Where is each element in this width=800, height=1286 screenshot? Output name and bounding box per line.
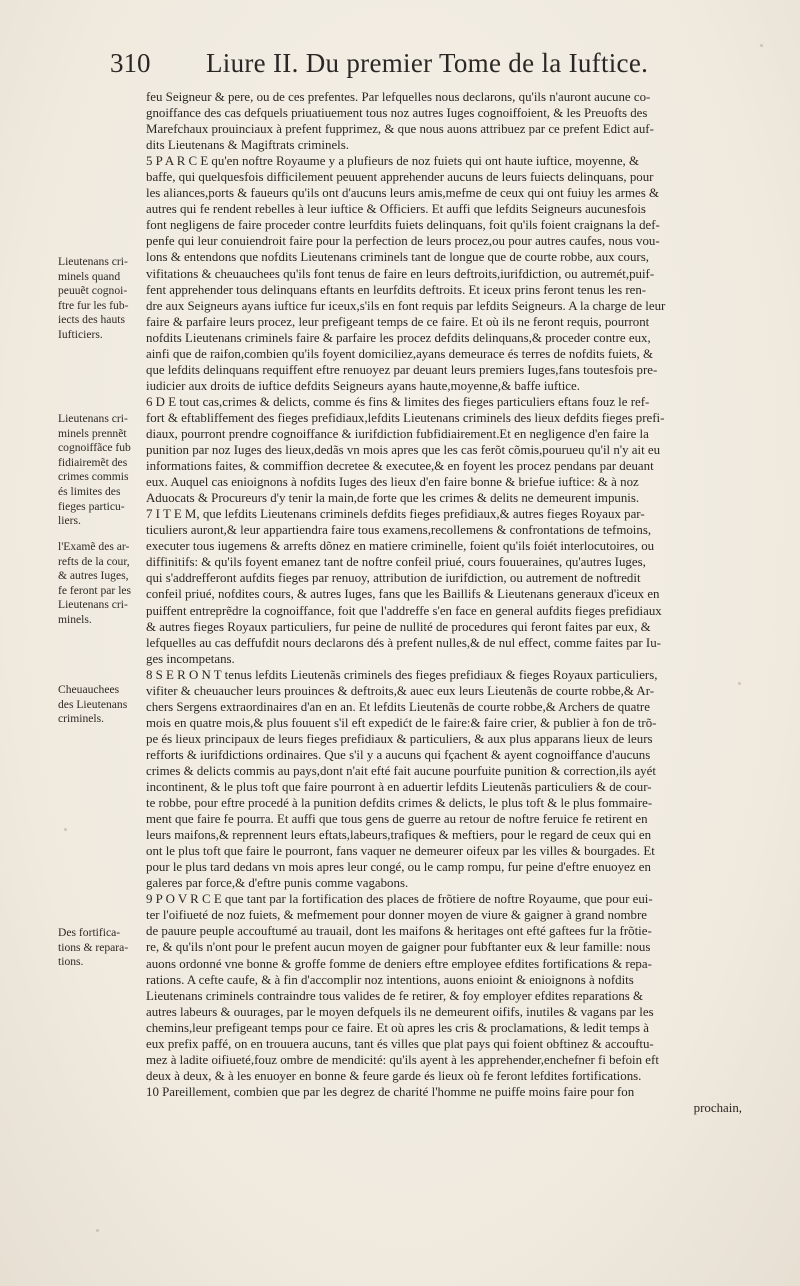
margin-note-line: minels prennẽt xyxy=(58,426,127,440)
paper-speck xyxy=(760,44,763,47)
margin-note-line: iects des hauts xyxy=(58,313,125,327)
margin-note-line: tions & repara- xyxy=(58,940,129,954)
text-line: vifitations & cheuauchees qu'ils font tenus de faire en leurs deftroits,iurifdiction, ou autremét,puif- xyxy=(146,266,655,281)
margin-note-line: és limites des xyxy=(58,484,121,498)
text-line: refforts & iurifdictions ordinaires. Que s'il y a aucuns qui fçachent & ayent cognoiffance d'aucuns xyxy=(146,747,651,762)
margin-note-lieutenans-hauts-iusticiers xyxy=(58,255,144,343)
margin-note-line: criminels. xyxy=(58,712,105,726)
text-line: dits Lieutenans & Magiftrats criminels. xyxy=(146,138,349,153)
margin-note-line: minels. xyxy=(58,612,92,626)
margin-note-subsidiaire xyxy=(58,412,144,529)
margin-note-line: Lieutenans cri- xyxy=(58,598,128,612)
text-line: Marefchaux prouinciaux à prefent fupprimez, & que nous auons attribuez par ce prefent Edict auf- xyxy=(146,122,654,137)
paper-speck xyxy=(64,828,67,831)
margin-note-line: Iufticiers. xyxy=(58,327,103,341)
text-line: 8 S E R O N T tenus lefdits Lieutenãs criminels des fieges prefidiaux & fieges Royaux particuliers, xyxy=(146,667,658,682)
text-line: auons ordonné vne bonne & groffe fomme de deniers eftre employee efdites fortifications & repa- xyxy=(146,956,652,971)
text-line: fort & eftabliffement des fieges prefidiaux,lefdits Lieutenans criminels des lieux defdits fieges prefi- xyxy=(146,410,665,425)
text-line: ticuliers auront,& leur appartiendra faire tous examens,recollemens & confrontations de tefmoins, xyxy=(146,523,652,538)
margin-note-fortifications xyxy=(58,926,144,970)
paper-speck xyxy=(96,1229,99,1232)
text-line: pe és lieux principaux de leurs fieges prefidiaux & particuliers, & aux plus apparans lieux de leurs xyxy=(146,731,653,746)
margin-note-line: liers. xyxy=(58,514,81,528)
text-line: lefquelles au cas deffufdit nours declarons dés à prefent nulles,& de nul effect, comme faites par Iu- xyxy=(146,635,661,650)
text-line: baffe, qui quelquesfois difficilement peuuent apprehender aucuns de leurs fuiects delinquans, pour xyxy=(146,170,654,185)
text-line: 6 D E tout cas,crimes & delicts, comme és fins & limites des fieges particuliers eftans fouz le ref- xyxy=(146,394,650,409)
running-title: Liure II. Du premier Tome de la Iuftice. xyxy=(206,48,649,78)
margin-note-line: refts de la cour, xyxy=(58,554,130,568)
text-line: ter l'oifiueté de noz fuiets, & mefmement pour donner moyen de viure & gaigner à grand nombre xyxy=(146,908,647,923)
text-line: nofdits Lieutenans criminels faire & parfaire les procez defdits delinquans,& proceder contre eux, xyxy=(146,330,651,345)
text-line: punition par noz Iuges des lieux,dedãs vn mois apres que les cas ferõt cõmis,pourueu qu'il n'y ait eu xyxy=(146,443,661,458)
text-line: eux. Auquel cas enioignons à nofdits Iuges des lieux d'en faire bonne & briefue iuftice: & à noz xyxy=(146,475,639,490)
text-line: que lefdits delinquans requiffent eftre renuoyez par deuant leurs premiers Iuges,fans toutesfois pre- xyxy=(146,362,658,377)
margin-note-line: peuuẽt cognoi- xyxy=(58,284,128,298)
margin-note-line: fe feront par les xyxy=(58,583,132,597)
text-line: incontinent, & le plus toft que faire pourront à en aduertir lefdits Lieutenãs particuliers & de cour- xyxy=(146,780,652,795)
catchword: prochain, xyxy=(693,1100,742,1115)
margin-note-examen-arrests xyxy=(58,540,144,628)
text-line: penfe qui leur conuiendroit faire pour la perfection de leurs procez,ou pour autres caufes, nous vou- xyxy=(146,234,660,249)
text-line: & autres fieges Royaux particuliers, fur peine de nullité de procedures qui feront faites par eux, & xyxy=(146,619,651,634)
text-line: 5 P A R C E qu'en noftre Royaume y a plufieurs de noz fuiets qui ont haute iuftice, moyenne, & xyxy=(146,154,640,169)
text-line: diffinitifs: & qu'ils foyent emanez tant de noftre confeil priué, cours fouueraines, qu'autres Iuges, xyxy=(146,555,646,570)
text-line: executer tous iugemens & arrefts dõnez en matiere criminelle, foient qu'ils foiét interlocutoires, ou xyxy=(146,539,655,554)
text-line: eux prefix paffé, on en trouuera aucuns, tant és villes que plat pays qui foient obftinez & accouftu- xyxy=(146,1036,654,1051)
text-line: te robbe, pour eftre procedé à la punition defdits crimes & delicts, le plus toft & le plus fommaire- xyxy=(146,796,653,811)
text-line: autres qui fe rendent rebelles à leur iuftice & Officiers. Et auffi que lefdits Seigneurs aucunesfois xyxy=(146,202,646,217)
text-line: confeil priué, nofdites cours, & autres Iuges, fans que les Baillifs & Lieutenans generaux d'iceux en xyxy=(146,587,660,602)
text-line: iudicier aux droits de iuftice defdits Seigneurs ayans haute,moyenne,& baffe iuftice. xyxy=(146,378,580,393)
text-line: crimes & delicts commis au pays,dont n'ait efté fait aucune pourfuite punition & correction,ils ayét xyxy=(146,763,656,778)
margin-note-line: Des fortifica- xyxy=(58,926,121,939)
text-line: dre aux Seigneurs ayans iuftice fur iceux,s'ils en font requis par lefdits Seigneurs. A la charge de leur xyxy=(146,298,666,313)
text-line: lons & entendons que nofdits Lieutenans criminels tant de longue que de courte robbe, aux cours, xyxy=(146,250,649,265)
margin-note-line: minels quand xyxy=(58,269,121,283)
text-line: 7 I T E M, que lefdits Lieutenans criminels defdits fieges prefidiaux,& autres fieges Royaux par- xyxy=(146,507,645,522)
text-line: deux à deux, & à les enuoyer en bonne & feure garde és lieux où fe feront lefdites fortifications. xyxy=(146,1068,642,1083)
margin-note-line: Lieutenans cri- xyxy=(58,255,128,268)
page-header xyxy=(110,48,750,84)
margin-note-line: Cheuauchees xyxy=(58,683,120,696)
text-line: vifiter & cheuaucher leurs prouinces & deftroits,& auec eux leurs Lieutenãs de courte robbe,& Ar- xyxy=(146,683,655,698)
text-line: mois en quatre mois,& plus fouuent s'il eft expedićt de le faire:& faire crier, & publier à fon de trõ- xyxy=(146,715,657,730)
text-line: puiffent entreprẽdre la cognoiffance, foit que l'addreffe s'en face en general aufdits fieges prefidiaux xyxy=(146,603,662,618)
text-line: faire & parfaire leurs procez, leur prefigeant temps de ce faire. Et où ils ne feront requis, pourront xyxy=(146,314,650,329)
text-line: feu Seigneur & pere, ou de ces prefentes. Par lefquelles nous declarons, qu'ils n'auront aucune co- xyxy=(146,90,651,104)
text-line: qui s'addrefferont aufdits fieges par renuoy, attribution de iurifdiction, ou autrement de noftredit xyxy=(146,571,641,586)
text-line: 9 P O V R C E que tant par la fortification des places de frõtiere de noftre Royaume, que pour eui- xyxy=(146,892,653,907)
text-line: Lieutenans criminels contraindre tous valides de fe retirer, & foy employer efdites reparations & xyxy=(146,988,644,1003)
text-line: chemins,leur prefigeant temps pour ce faire. Et où apres les cris & proclamations, & ledit temps à xyxy=(146,1020,649,1035)
text-line: font negligens de faire proceder contre leurfdits fuiets delinquans, foit qu'ils foient craignans la def- xyxy=(146,218,660,233)
text-line: leurs maifons,& reprennent leurs eftats,labeurs,trafiques & meftiers, pour le regard de ceux qui en xyxy=(146,828,652,843)
margin-note-line: l'Examẽ des ar- xyxy=(58,540,130,553)
text-line: galeres par force,& d'eftre punis comme vagabons. xyxy=(146,876,409,891)
paper-speck xyxy=(738,682,741,685)
text-line: les aliances,ports & faueurs qu'ils ont d'aucuns leurs amis,mefme de ceux qui ont fuiuy les armes & xyxy=(146,186,659,201)
margin-note-line: fieges particu- xyxy=(58,499,125,513)
text-line: autres labeurs & ouurages, par le moyen defquels ils ne demeurent oififs, inutiles & vagans par les xyxy=(146,1004,654,1019)
text-line: diaux, pourront prendre cognoiffance & iurifdiction fubfidiairement.Et en negligence d'en faire la xyxy=(146,426,649,441)
margin-note-cheuauchees xyxy=(58,683,144,727)
margin-note-line: ftre fur les fub- xyxy=(58,298,129,312)
text-line: ment que faire fe pourra. Et auffi que tous gens de guerre au retour de noftre feruice fe retirent en xyxy=(146,812,648,827)
text-line: ainfi que de raifon,combien qu'ils foyent domiciliez,ayans demeurace és terres de nofdits fuiets, & xyxy=(146,346,654,361)
text-line: mez à ladite oifiueté,fouz ombre de mendicité: qu'ils ayent à les apprehender,enchefner fi befoin eft xyxy=(146,1052,659,1067)
text-line: gnoiffance des cas defquels priuatiuement tous noz autres Iuges cognoiffoient, & les Preuofts des xyxy=(146,106,648,121)
margin-note-line: crimes commis xyxy=(58,470,129,484)
margin-note-line: Lieutenans cri- xyxy=(58,412,128,425)
text-line: Aduocats & Procureurs d'y tenir la main,de forte que les crimes & delits ne demeurent impunis. xyxy=(146,491,640,506)
margin-note-line: cognoiffãce fub xyxy=(58,441,131,455)
margin-note-line: & autres Iuges, xyxy=(58,569,129,583)
text-line: fent apprehender tous delinquans eftants en leurfdits deftroits. Et iceux prins feront tenus les ren- xyxy=(146,282,647,297)
text-line: informations faites, & commiffion decretee & executee,& en foyent les procez pendans par deuant xyxy=(146,459,654,474)
text-line: re, & qu'ils n'ont pour le prefent aucun moyen de gaigner pour fubftanter eux & leur famille: nous xyxy=(146,940,651,955)
text-line: de pauure peuple accouftumé au trauail, dont les maifons & heritages ont efté gaftees fur la frõtie- xyxy=(146,924,652,939)
margin-note-line: fidiairemẽt des xyxy=(58,455,128,469)
page-number: 310 xyxy=(110,48,151,78)
margin-note-line: des Lieutenans xyxy=(58,697,128,711)
text-line: rations. A cefte caufe, & à fin d'accomplir noz intentions, auons enioint & enioignons à nofdits xyxy=(146,972,634,987)
text-line: ont le plus toft que faire le pourront, fans vaquer ne demeurer oifeux par les villes & bourgades. Et xyxy=(146,844,655,859)
margin-note-line: tions. xyxy=(58,955,84,969)
text-line: 10 Pareillement, combien que par les degrez de charité l'homme ne puiffe moins faire pour fon xyxy=(146,1084,635,1099)
text-line: pour le plus tard dedans vn mois apres leur congé, ou le camp rompu, fur peine d'eftre enuoyez en xyxy=(146,860,651,875)
main-text-column xyxy=(146,89,742,1116)
text-line: ges incompetans. xyxy=(146,651,235,666)
text-line: chers Sergens extraordinaires d'an en an. Et lefdits Lieutenãs de courte robbe,& Archers de quatre xyxy=(146,699,650,714)
